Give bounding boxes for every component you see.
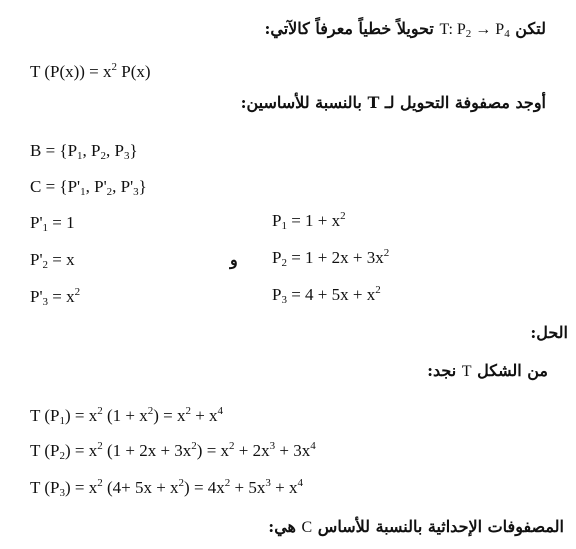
from-form-line: من الشكل T نجد: xyxy=(427,361,548,380)
c-basis-2: $P'_2 = x$ xyxy=(30,250,75,271)
b-basis-1: $P_1 = 1 + x^2$ xyxy=(272,210,346,232)
b-basis-2: $P_2 = 1 + 2x + 3x^2$ xyxy=(272,247,390,269)
basis-B: $B = \{P_1$, $P_2$, $P_3$} xyxy=(30,141,138,162)
solution-label: الحل: xyxy=(530,323,568,342)
image-p1: T $(P_1) = x^2$ $(1 + x^2) = x^2 + x^4$ xyxy=(30,405,224,427)
intro-text-end: تحويلاً خطياً معرفاً كالآتي: xyxy=(264,19,434,38)
image-p3: T $(P_3) = x^2$ $(4+ 5x + x^2) = 4x^2 + 5x^3 + x^4$ xyxy=(30,477,303,499)
coord-matrices-line: المصفوفات الإحداثية بالنسبة للأساس C هي: xyxy=(268,517,564,536)
image-p2: T $(P_2) = x^2$ $(1 + 2x + 3x^2) = x^2 + 2x^3 + 3x^4$ xyxy=(30,440,316,462)
intro-text-start: لتكن xyxy=(515,19,546,38)
basis-C: $C = \{P'_1$, $P'_2$, $P'_3$} xyxy=(30,177,147,198)
task-line: أوجد مصفوفة التحويل لـ T بالنسبة للأساسين: xyxy=(240,93,546,112)
definition: T $(P(x)) = x^2$ P(x) xyxy=(30,61,151,81)
conjunction-and: و xyxy=(230,250,238,269)
c-basis-3: $P'_3 = x^2$ xyxy=(30,286,81,308)
intro-line xyxy=(264,18,546,41)
intro-map: T: $P_2 \to P_4$ xyxy=(439,21,510,40)
c-basis-1: $P'_1 = 1$ xyxy=(30,213,75,234)
b-basis-3: $P_3 = 4 + 5x + x^2$ xyxy=(272,284,381,306)
